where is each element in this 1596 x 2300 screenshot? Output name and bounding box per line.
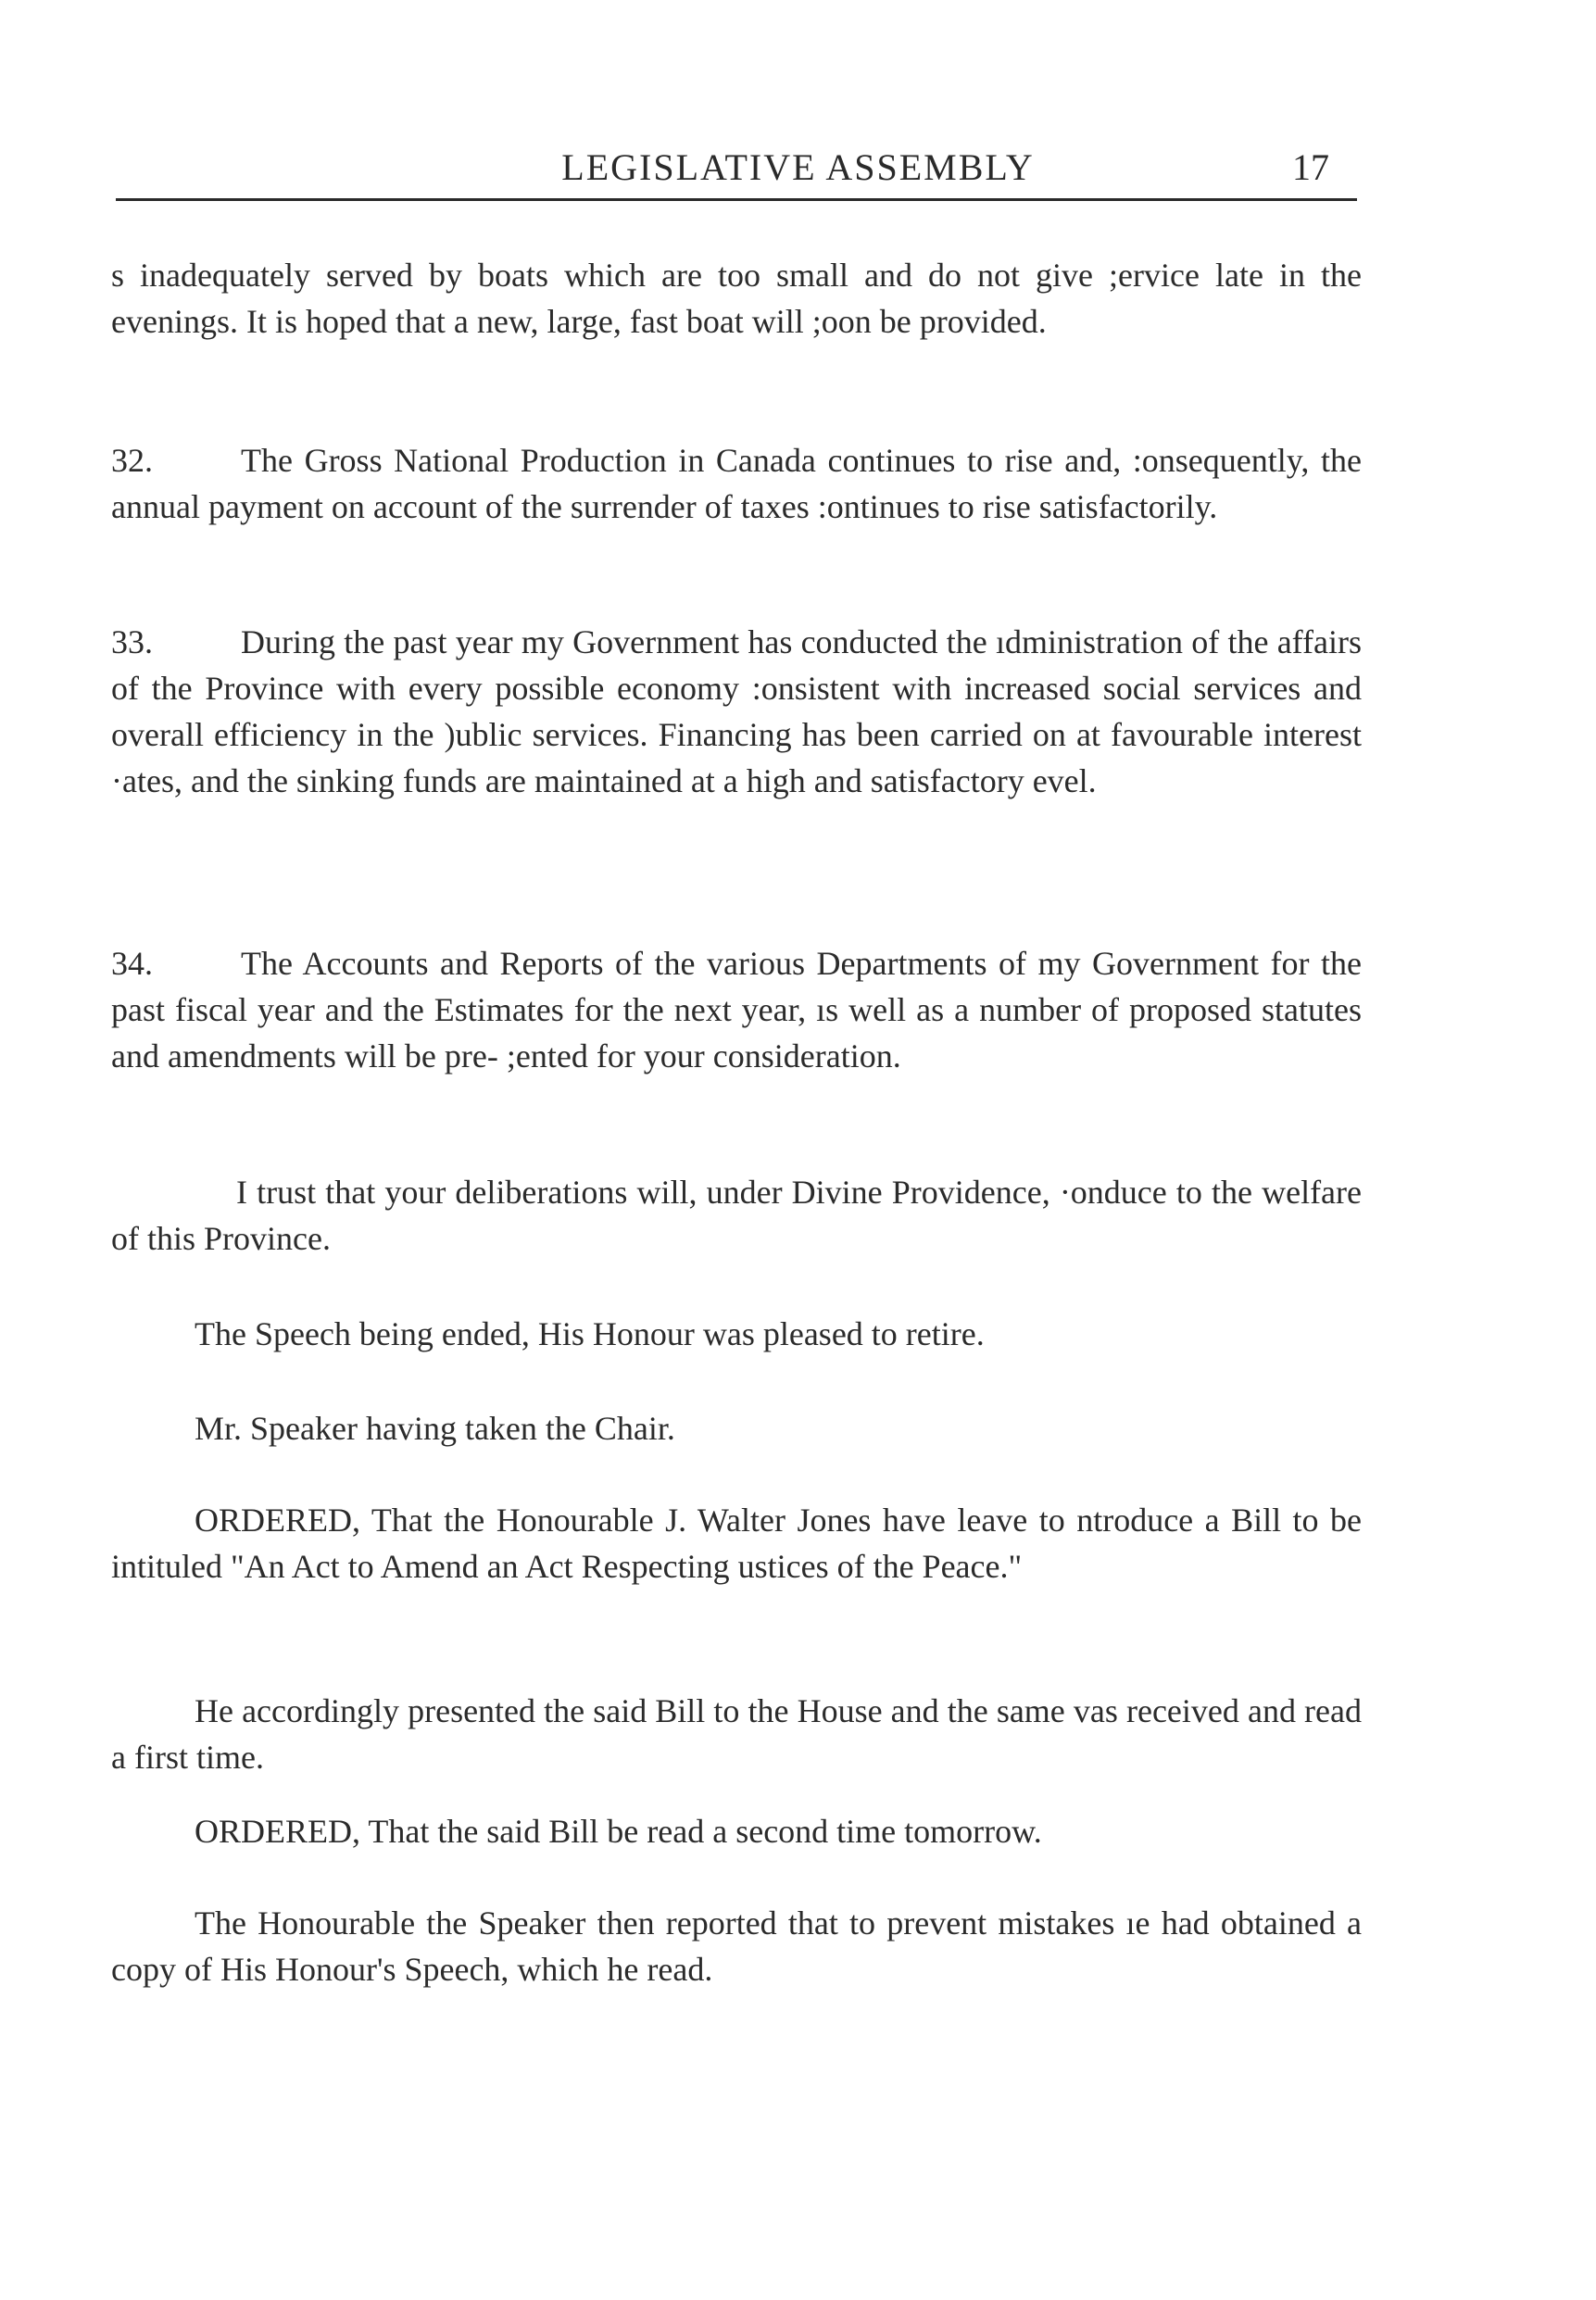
paragraph-speech-ended	[111, 1311, 1362, 1357]
paragraph-text: The Accounts and Reports of the various Departments of my Government for the past fiscal year and the Estimates for the next year, ıs well as a number of proposed statutes and amendments will be pre- ;ented for your consideration.	[111, 945, 1362, 1075]
page-header-title: LEGISLATIVE ASSEMBLY	[561, 146, 1035, 188]
paragraph-32	[111, 437, 1362, 530]
paragraph-33	[111, 619, 1362, 804]
paragraph-speaker-report	[111, 1900, 1362, 1992]
paragraph-speaker-chair	[111, 1405, 1362, 1452]
paragraph-text: The Honourable the Speaker then reported that to prevent mistakes ıe had obtained a copy of His Honour's Speech, which he read.	[111, 1904, 1362, 1988]
paragraph-text: s inadequately served by boats which are too small and do not give ;ervice late in the evenings. It is hoped that a new, large, fast boat will ;oon be provided.	[111, 257, 1362, 340]
paragraph-number: 33.	[111, 623, 153, 660]
paragraph-text: He accordingly presented the said Bill to the House and the same vas received and read a first time.	[111, 1692, 1362, 1776]
header-divider	[116, 198, 1357, 201]
paragraph-boat-service	[111, 252, 1362, 345]
paragraph-number: 34.	[111, 945, 153, 982]
paragraph-text: ORDERED, That the said Bill be read a second time tomorrow.	[195, 1813, 1042, 1850]
paragraph-34	[111, 940, 1362, 1079]
paragraph-second-reading	[111, 1808, 1362, 1854]
paragraph-bill-presented	[111, 1688, 1362, 1780]
paragraph-closing-trust	[111, 1169, 1362, 1262]
paragraph-text: Mr. Speaker having taken the Chair.	[195, 1410, 675, 1447]
paragraph-text: During the past year my Government has conducted the ıdministration of the affairs of the Province with every possible economy :onsistent with increased social services and overall efficiency in the )ublic services. Financing has been carried on at favourable interest ·ates, and the sinking funds are maintained at a high and satisfactory evel.	[111, 623, 1362, 799]
paragraph-text: I trust that your deliberations will, under Divine Providence, ·onduce to the welfare of this Province.	[111, 1174, 1362, 1257]
paragraph-ordered-bill	[111, 1497, 1362, 1590]
paragraph-number: 32.	[111, 442, 153, 479]
page-number: 17	[1292, 146, 1329, 188]
paragraph-text: ORDERED, That the Honourable J. Walter Jones have leave to ntroduce a Bill to be intituled "An Act to Amend an Act Respecting ustices of the Peace."	[111, 1502, 1362, 1585]
paragraph-text: The Gross National Production in Canada continues to rise and, :onsequently, the annual payment on account of the surrender of taxes :ontinues to rise satisfactorily.	[111, 442, 1362, 525]
paragraph-text: The Speech being ended, His Honour was pleased to retire.	[195, 1315, 985, 1352]
